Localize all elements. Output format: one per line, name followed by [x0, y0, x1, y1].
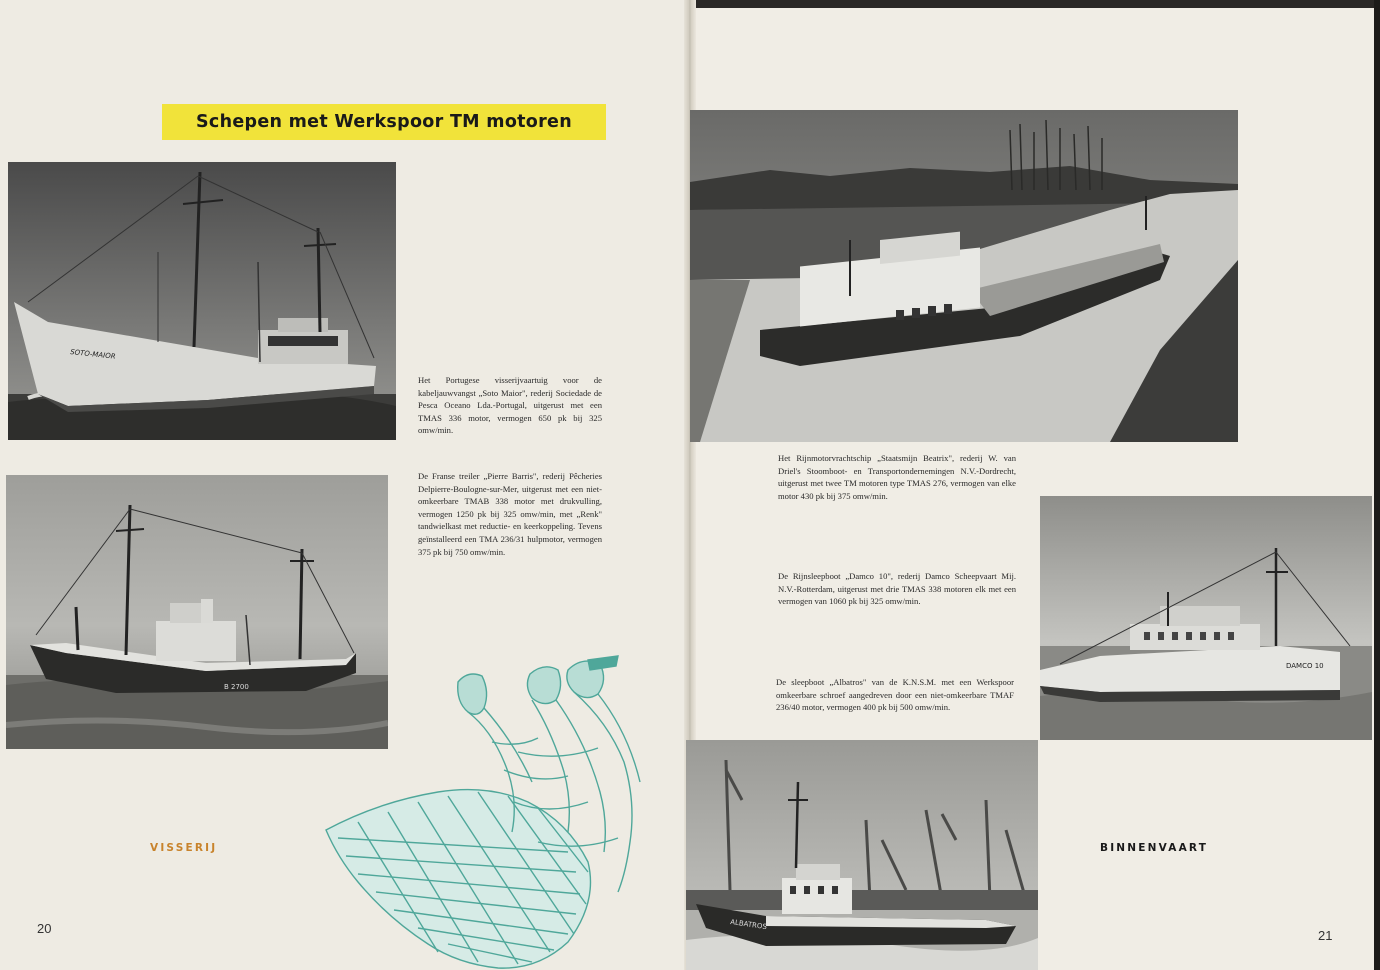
damco-hull-text: DAMCO 10: [1286, 662, 1324, 670]
photo-albatros: [686, 740, 1038, 970]
page-heading: Schepen met Werkspoor TM motoren: [196, 112, 572, 132]
right-shadow-edge: [1374, 0, 1380, 970]
top-shadow-edge: [696, 0, 1380, 8]
heading-banner: [162, 104, 606, 140]
caption-albatros: De sleepboot „Albatros" van de K.N.S.M. met een Werkspoor omkeerbare schroef aangedreven door een niet-omkeerbare TMAF 236/40 motor, vermogen 400 pk bij 500 omw/min.: [776, 677, 1014, 713]
page-number-left: 20: [37, 921, 52, 936]
fishermen-illustration: [318, 652, 648, 970]
page-number-right: 21: [1318, 928, 1333, 943]
section-label-visserij: VISSERIJ: [150, 842, 218, 854]
photo-staatsmijn-beatrix: [690, 110, 1238, 442]
soto-maior-hull-text: SOTO-MAIOR: [69, 348, 116, 361]
caption-damco-10: De Rijnsleepboot „Damco 10", rederij Damco Scheepvaart Mij. N.V.-Rotterdam, uitgerust met drie TMAS 338 motoren elk met een vermogen van 1060 pk bij 325 omw/min.: [778, 571, 1016, 607]
caption-pierre-barris: De Franse treiler „Pierre Barris", rederij Pêcheries Delpierre-Boulogne-sur-Mer, uitgerust met een niet-omkeerbare TMAB 338 motor met drukvulling, vermogen 1250 pk bij 325 omw/min, met „Renk" tandwielkast met reductie- en keerkoppeling. Tevens geïnstalleerd een TMA 236/31 hulpmotor, vermogen 375 pk bij 750 omw/min.: [418, 471, 602, 557]
photo-soto-maior: [8, 162, 396, 440]
pierre-barris-hull-text: B 2700: [224, 683, 249, 691]
albatros-hull-text: ALBATROS: [729, 918, 768, 932]
section-label-binnenvaart: BINNENVAART: [1100, 842, 1209, 854]
caption-soto-maior: Het Portugese visserijvaartuig voor de kabeljauwvangst „Soto Maior", rederij Sociedade de Pesca Oceano Lda.-Portugal, uitgerust met een TMAS 336 motor, vermogen 650 pk bij 325 omw/min.: [418, 375, 602, 436]
photo-damco-10: [1040, 496, 1372, 740]
caption-staatsmijn-beatrix: Het Rijnmotorvrachtschip „Staatsmijn Beatrix", rederij W. van Driel's Stoomboot- en Transportondernemingen N.V.-Dordrecht, uitgerust met twee TM motoren type TMAS 276, vermogen van elke motor 430 pk bij 375 omw/min.: [778, 453, 1016, 501]
